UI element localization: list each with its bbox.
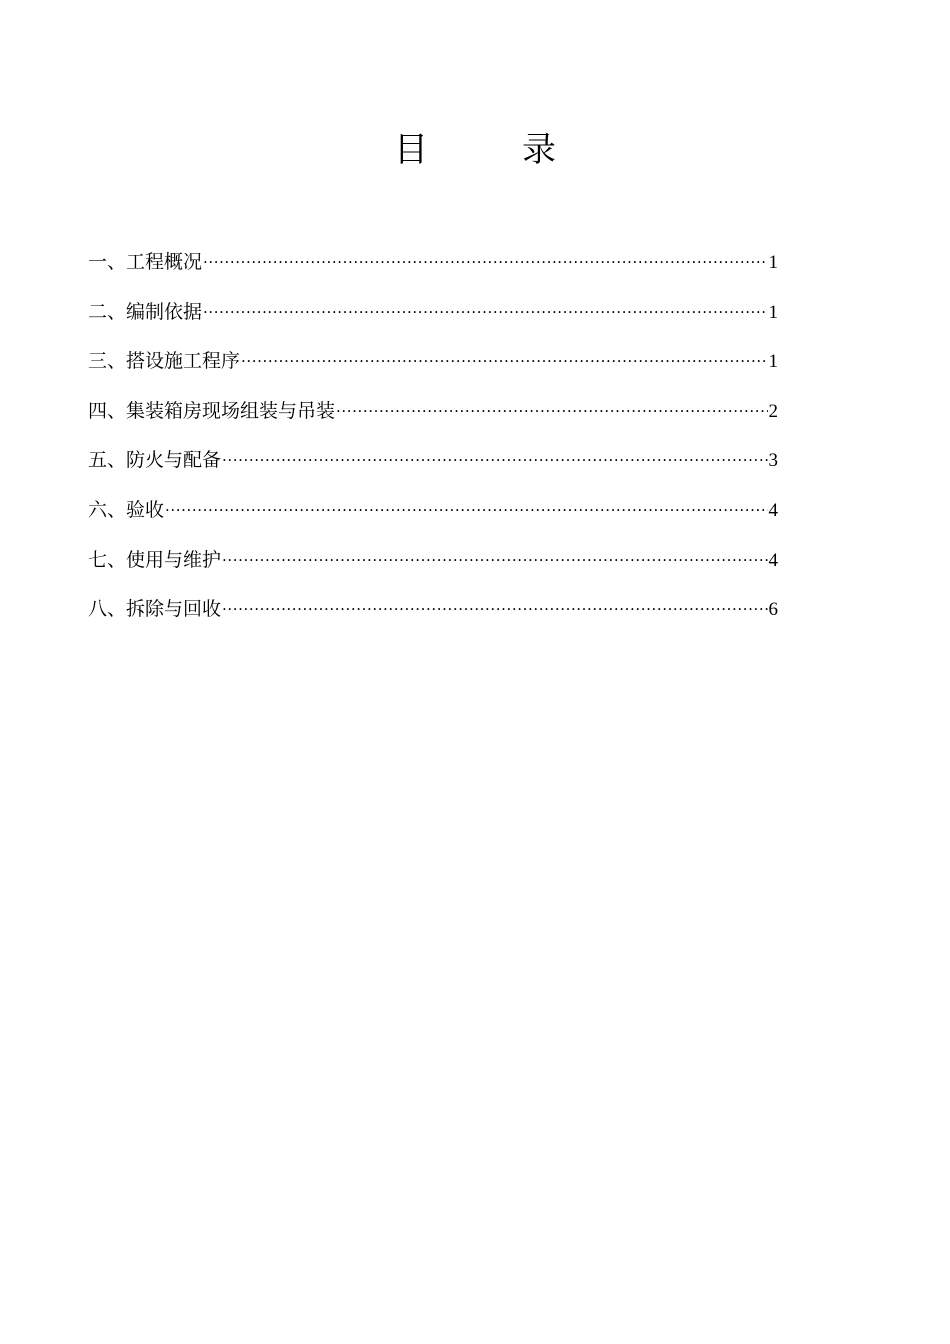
toc-dot-leader xyxy=(203,298,767,318)
toc-dot-leader xyxy=(222,546,767,566)
toc-entry-page: 2 xyxy=(768,400,778,422)
toc-entry[interactable] xyxy=(88,442,778,492)
toc-entry-label: 三、搭设施工程序 xyxy=(88,350,241,373)
toc-entry-label: 六、验收 xyxy=(88,498,165,521)
toc-dot-leader xyxy=(165,496,767,516)
toc-entry-page: 4 xyxy=(768,499,778,521)
toc-entry-label: 五、防火与配备 xyxy=(88,449,222,472)
toc-entry[interactable] xyxy=(88,591,778,641)
toc-entry[interactable] xyxy=(88,343,778,393)
toc-entry[interactable] xyxy=(88,244,778,294)
toc-entry-page: 1 xyxy=(768,301,778,323)
toc-entry-label: 八、拆除与回收 xyxy=(88,598,222,621)
toc-dot-leader xyxy=(222,595,767,615)
toc-dot-leader xyxy=(241,347,767,367)
toc-entry[interactable] xyxy=(88,294,778,344)
toc-entry-page: 1 xyxy=(768,252,778,273)
toc-entry-page: 6 xyxy=(768,599,778,621)
toc-entry-label: 四、集装箱房现场组装与吊装 xyxy=(88,399,336,422)
toc-title: 目 录 xyxy=(394,130,586,170)
toc-entry[interactable] xyxy=(88,542,778,592)
toc-entry-page: 3 xyxy=(768,450,778,472)
toc-entry-page: 4 xyxy=(768,549,778,571)
toc-entry-label: 七、使用与维护 xyxy=(88,548,222,571)
toc-entry-label: 二、编制依据 xyxy=(88,300,203,323)
toc-entry[interactable] xyxy=(88,492,778,542)
toc-dot-leader xyxy=(222,446,767,466)
toc-entry[interactable] xyxy=(88,393,778,443)
table-of-contents xyxy=(88,244,778,641)
toc-dot-leader xyxy=(336,397,767,417)
toc-dot-leader xyxy=(203,248,767,268)
toc-entry-page: 1 xyxy=(768,351,778,373)
toc-entry-label: 一、工程概况 xyxy=(88,251,203,273)
